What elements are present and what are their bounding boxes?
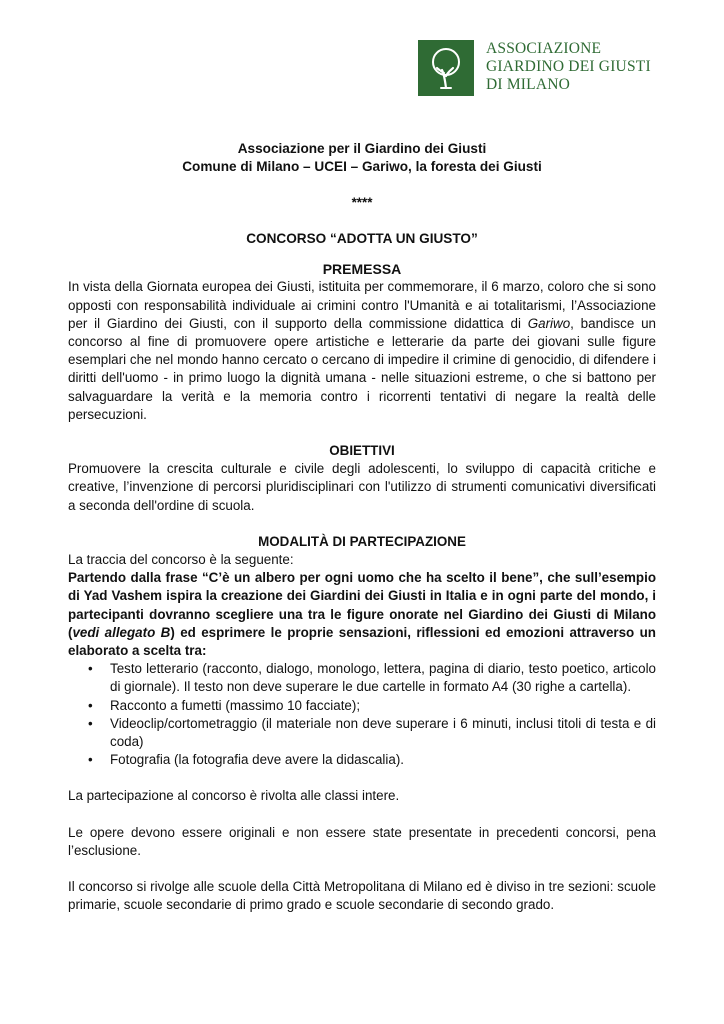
logo-line-3: DI MILANO [486,76,571,93]
tree-icon [418,40,474,96]
premessa-title: PREMESSA [322,261,402,278]
bullet: • [88,697,93,713]
premessa-text-part-2: , bandisce un concorso al fine di promuovere opere artistiche e letterarie da parte dei giovani sulle figure esemplari che nel mondo hanno cercato o cercano di impedire il crimine di genocidio, di difendere i diritti dell'uomo - in primo luogo la dignità umana - nelle situazioni estreme, o che si battono per salvaguardare la verità e la memoria contro i ricorrenti tentativi di negare la realtà delle persecuzioni. [68,315,656,422]
obiettivi-title: OBIETTIVI [329,443,395,459]
logo-line-2: GIARDINO DEI GIUSTI [486,58,651,75]
premessa-text [68,278,656,424]
modalita-traccia [68,569,656,660]
premessa-text-part-1: In vista della Giornata europea dei Giusti, istituita per commemorare, il 6 marzo, coloro che si sono opposti con responsabilità individuale ai crimini contro l'Umanità e ai totalitarismi, l’Associazione per il Giardino dei Giusti, con il supporto della commissione didattica di [68,279,656,331]
list-item [68,751,656,769]
list-item-text: Racconto a fumetti (massimo 10 facciate); [110,697,361,713]
list-item-text: Videoclip/cortometraggio (il materiale non deve superare i 6 minuti, inclusi titoli di testa e di coda) [110,715,656,750]
obiettivi-text: Promuovere la crescita culturale e civile degli adolescenti, lo sviluppo di capacità critiche e creative, l’invenzione di percorsi pluridisciplinari con l'utilizzo di strumenti comunicativi diversificati a seconda dell'ordine di scuola. [68,461,656,513]
list-item-text: Testo letterario (racconto, dialogo, monologo, lettera, pagina di diario, testo poetico, articolo di giornale). Il testo non deve superare le due cartelle in formato A4 (30 righe a cartella). [110,661,656,695]
bullet: • [88,715,93,731]
paragraph-participation: La partecipazione al concorso è rivolta alle classi intere. [68,788,400,804]
bullet: • [88,661,93,677]
logo-line-1: ASSOCIAZIONE [486,40,602,57]
header-line-1: Associazione per il Giardino dei Giusti [237,141,487,156]
bullet: • [88,752,93,768]
paragraph-originality: Le opere devono essere originali e non essere state presentate in precedenti concorsi, pena l’esclusione. [68,824,656,858]
document-body [68,140,656,915]
paragraph-sections: Il concorso si rivolge alle scuole della Città Metropolitana di Milano ed è diviso in tre sezioni: scuole primarie, scuole secondarie di primo grado e scuole secondarie di secondo grado. [68,879,656,913]
logo-text [486,40,651,94]
traccia-italic: vedi allegato B [72,624,171,640]
traccia-part-1: Partendo dalla frase “C’è un albero per ogni uomo che ha scelto il bene”, che sull’esempio di Yad Vashem ispira la creazione dei Giardini dei Giusti in Italia e in ogni parte del mondo, i partecipanti dovranno scegliere una tra le figure onorate nel Giardino dei Giusti di Milano ( [68,570,656,640]
list-item [68,697,656,715]
modalita-title: MODALITÀ DI PARTECIPAZIONE [258,533,466,549]
premessa-italic: Gariwo [527,315,571,331]
header-line-2: Comune di Milano – UCEI – Gariwo, la foresta dei Giusti [182,159,542,174]
association-logo [418,40,663,100]
contest-title: CONCORSO “ADOTTA UN GIUSTO” [246,231,478,246]
separator-stars: **** [351,195,373,210]
traccia-part-2: ) ed esprimere le proprie sensazioni, riflessioni ed emozioni attraverso un elaborato a scelta tra: [68,624,656,659]
list-item-text: Fotografia (la fotografia deve avere la didascalia). [110,752,405,768]
list-item [68,715,656,751]
options-list [68,660,656,769]
modalita-intro: La traccia del concorso è la seguente: [68,552,294,568]
list-item [68,660,656,696]
